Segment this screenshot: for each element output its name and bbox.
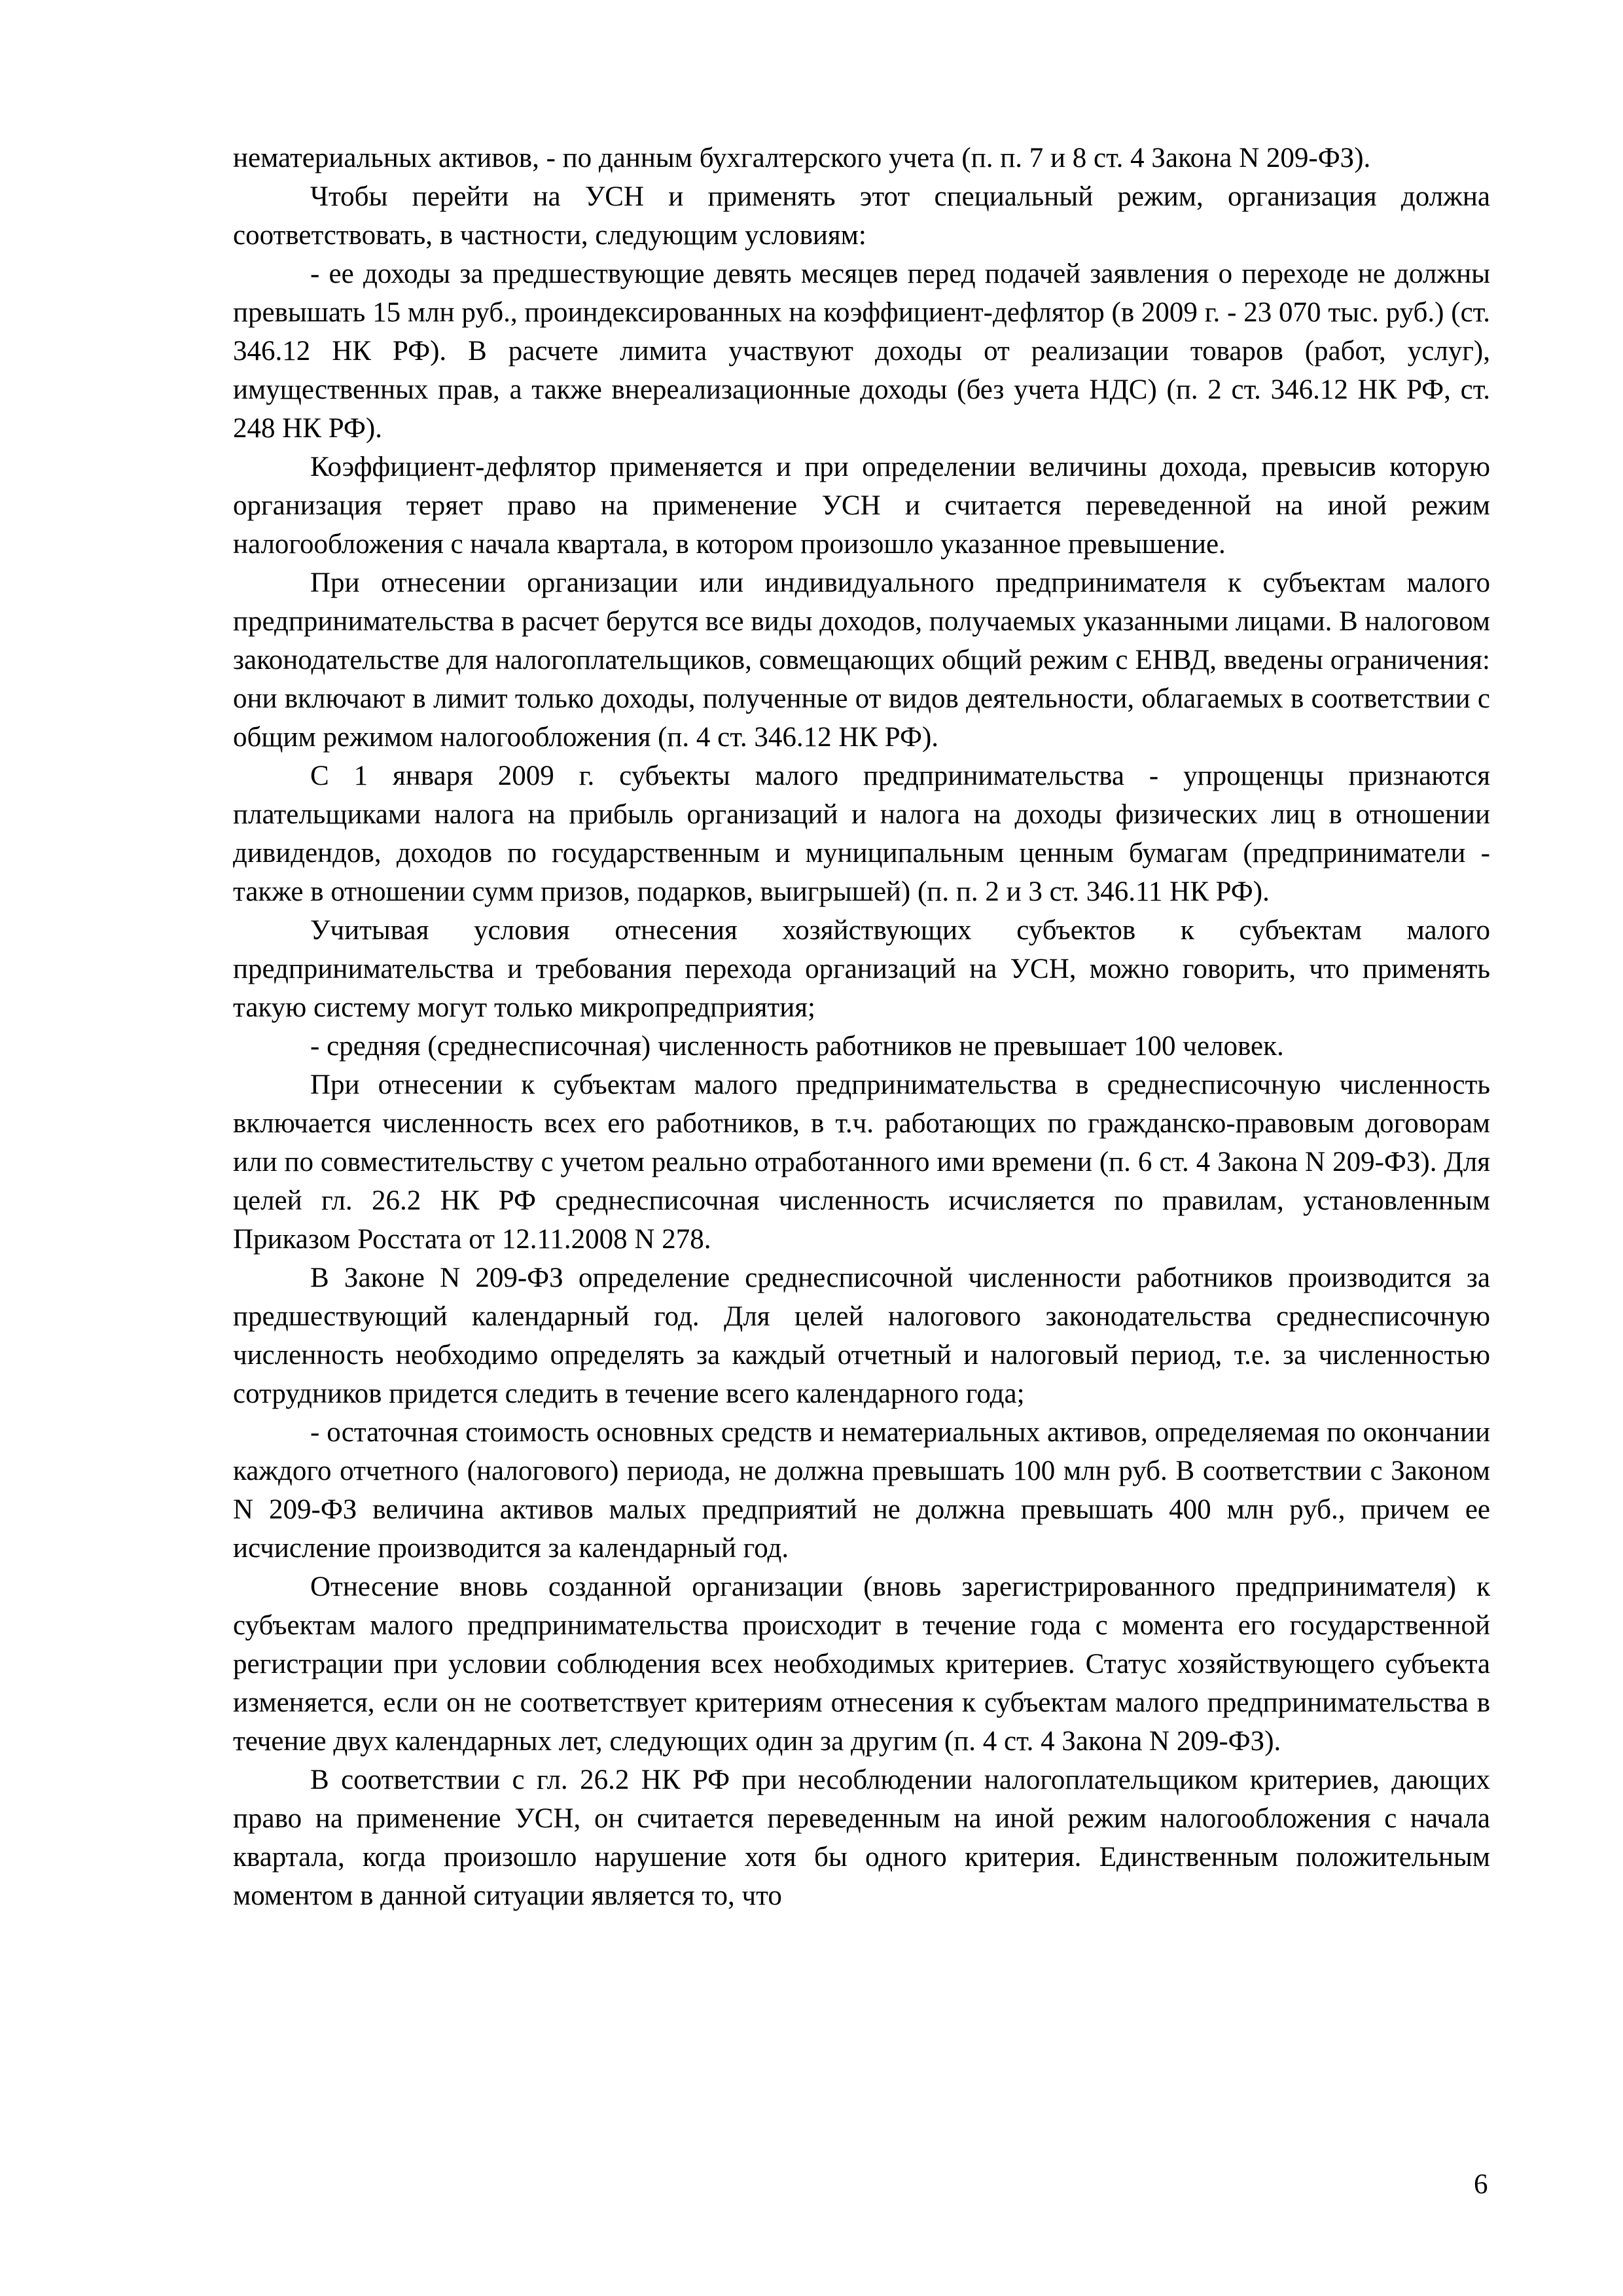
page-number: 6 — [1474, 2169, 1488, 2200]
paragraph-headcount-limit: - средняя (среднесписочная) численность работников не превышает 100 человек. — [310, 1031, 1284, 1062]
paragraph-residual-value: - остаточная стоимость основных средств и нематериальных активов, определяемая по окончании каждого отчетного (налогового) периода, не должна превышать 100 млн руб. В соответствии с Законом N 209-ФЗ величина активов малых предприятий не должна превышать 400 млн руб., причем ее исчисление производится за календарный год. — [233, 1417, 1490, 1564]
paragraph-criteria-violation: В соответствии с гл. 26.2 НК РФ при несоблюдении налогоплательщиком критериев, дающих право на применение УСН, он считается переведенным на иной режим налогообложения с начала квартала, когда произошло нарушение хотя бы одного критерия. Единственным положительным моментом в данной ситуации является то, что — [233, 1765, 1490, 1911]
paragraph-income-limit: - ее доходы за предшествующие девять месяцев перед подачей заявления о переходе не должны превышать 15 млн руб., проиндексированных на коэффициент-дефлятор (в 2009 г. - 23 070 тыс. руб.) (ст. 346.12 НК РФ). В расчете лимита участвуют доходы от реализации товаров (работ, услуг), имущественных прав, а также внереализационные доходы (без учета НДС) (п. 2 ст. 346.12 НК РФ, ст. 248 НК РФ). — [233, 259, 1490, 444]
paragraph-deflator: Коэффициент-дефлятор применяется и при определении величины дохода, превысив которую организация теряет право на применение УСН и считается переведенной на иной режим налогообложения с начала квартала, в котором произошло указанное превышение. — [233, 452, 1490, 560]
paragraph-2009-taxpayers: С 1 января 2009 г. субъекты малого предпринимательства - упрощенцы признаются плательщиками налога на прибыль организаций и налога на доходы физических лиц в отношении дивидендов, доходов по государственным и муниципальным ценным бумагам (предприниматели - также в отношении сумм призов, подарков, выигрышей) (п. п. 2 и 3 ст. 346.11 НК РФ). — [233, 761, 1490, 907]
paragraph-usn-conditions-intro: Чтобы перейти на УСН и применять этот специальный режим, организация должна соответствовать, в частности, следующим условиям: — [233, 181, 1490, 251]
paragraph-microenterprises: Учитывая условия отнесения хозяйствующих субъектов к субъектам малого предпринимательства и требования перехода организаций на УСН, можно говорить, что применять такую систему могут только микропредприятия; — [233, 915, 1490, 1023]
paragraph-continuation: нематериальных активов, - по данным бухгалтерского учета (п. п. 7 и 8 ст. 4 Закона N 209-ФЗ). — [233, 143, 1371, 173]
paragraph-law-209-headcount: В Законе N 209-ФЗ определение среднесписочной численности работников производится за предшествующий календарный год. Для целей налогового законодательства среднесписочную численность необходимо определять за каждый отчетный и налоговый период, т.е. за численностью сотрудников придется следить в течение всего календарного года; — [233, 1263, 1490, 1409]
paragraph-new-organization: Отнесение вновь созданной организации (вновь зарегистрированного предпринимателя) к субъектам малого предпринимательства происходит в течение года с момента его государственной регистрации при условии соблюдения всех необходимых критериев. Статус хозяйствующего субъекта изменяется, если он не соответствует критериям отнесения к субъектам малого предпринимательства в течение двух календарных лет, следующих один за другим (п. 4 ст. 4 Закона N 209-ФЗ). — [233, 1571, 1490, 1757]
paragraph-small-business-income: При отнесении организации или индивидуального предпринимателя к субъектам малого предпринимательства в расчет берутся все виды доходов, получаемых указанными лицами. В налоговом законодательстве для налогоплательщиков, совмещающих общий режим с ЕНВД, введены ограничения: они включают в лимит только доходы, полученные от видов деятельности, облагаемых в соответствии с общим режимом налогообложения (п. 4 ст. 346.12 НК РФ). — [233, 567, 1490, 753]
paragraph-headcount-calculation: При отнесении к субъектам малого предпринимательства в среднесписочную численность включается численность всех его работников, в т.ч. работающих по гражданско-правовым договорам или по совместительству с учетом реально отработанного ими времени (п. 6 ст. 4 Закона N 209-ФЗ). Для целей гл. 26.2 НК РФ среднесписочная численность исчисляется по правилам, установленным Приказом Росстата от 12.11.2008 N 278. — [233, 1069, 1490, 1255]
body-text — [233, 139, 1490, 1915]
